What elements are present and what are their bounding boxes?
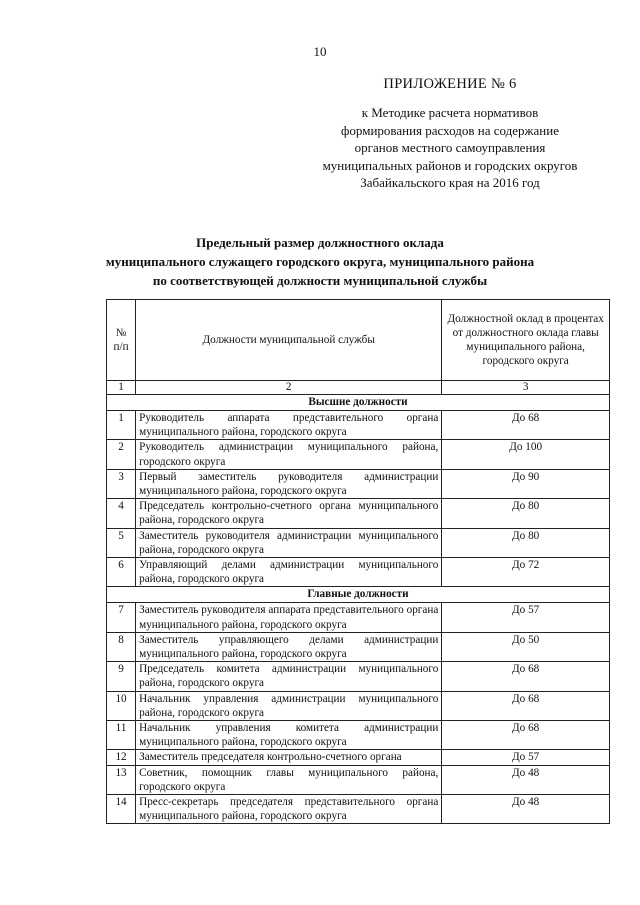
row-number: 11: [107, 721, 136, 750]
position-name: Председатель комитета администрации муниципального района, городского округа: [136, 662, 442, 691]
table-row: [107, 691, 610, 720]
appendix-line: к Методике расчета нормативов: [361, 105, 539, 120]
position-name: Пресс-секретарь председателя представительного органа муниципального района, городского округа: [136, 795, 442, 824]
position-name: Руководитель администрации муниципального района, городского округа: [136, 440, 442, 469]
row-number: 8: [107, 632, 136, 661]
table-header-row: [107, 300, 610, 381]
salary-value: До 48: [442, 765, 610, 794]
appendix-line: органов местного самоуправления: [354, 140, 546, 155]
section-title: Главные должности: [107, 587, 610, 603]
appendix-subtitle: [300, 104, 600, 192]
row-number: 7: [107, 603, 136, 632]
index-cell: 2: [136, 381, 442, 395]
table-row: [107, 750, 610, 765]
table-row: [107, 528, 610, 557]
index-cell: 1: [107, 381, 136, 395]
position-name: Советник, помощник главы муниципального района, городского округа: [136, 765, 442, 794]
position-name: Заместитель руководителя аппарата представительного органа муниципального района, городского округа: [136, 603, 442, 632]
row-number: 6: [107, 558, 136, 587]
table-row: [107, 632, 610, 661]
salary-value: До 57: [442, 603, 610, 632]
table-row: [107, 795, 610, 824]
position-name: Управляющий делами администрации муниципального района, городского округа: [136, 558, 442, 587]
salary-value: До 100: [442, 440, 610, 469]
table-row: [107, 662, 610, 691]
table-row: [107, 765, 610, 794]
row-number: 9: [107, 662, 136, 691]
header-num: № п/п: [107, 300, 136, 381]
page-number: 10: [313, 44, 327, 59]
salary-value: До 68: [442, 662, 610, 691]
table-row: [107, 440, 610, 469]
appendix-line: муниципальных районов и городских округов: [322, 157, 578, 173]
position-name: Начальник управления комитета администрации муниципального района, городского округа: [136, 721, 442, 750]
positions-table: [106, 299, 610, 824]
salary-value: До 68: [442, 721, 610, 750]
document-title-line: муниципального служащего городского округа, муниципального района: [105, 254, 535, 269]
table-row: [107, 411, 610, 440]
position-name: Заместитель руководителя администрации муниципального района, городского округа: [136, 528, 442, 557]
row-number: 5: [107, 528, 136, 557]
section-title: Высшие должности: [107, 395, 610, 411]
salary-value: До 68: [442, 411, 610, 440]
appendix-line: формирования расходов на содержание: [341, 122, 559, 138]
row-number: 14: [107, 795, 136, 824]
row-number: 1: [107, 411, 136, 440]
row-number: 2: [107, 440, 136, 469]
salary-value: До 80: [442, 499, 610, 528]
position-name: Председатель контрольно-счетного органа муниципального района, городского округа: [136, 499, 442, 528]
header-position: Должности муниципальной службы: [136, 300, 442, 381]
salary-value: До 57: [442, 750, 610, 765]
table-row: [107, 721, 610, 750]
salary-value: До 90: [442, 469, 610, 498]
position-name: Первый заместитель руководителя администрации муниципального района, городского округа: [136, 469, 442, 498]
table-index-row: [107, 381, 610, 395]
appendix-title: ПРИЛОЖЕНИЕ № 6: [383, 76, 517, 92]
salary-value: До 48: [442, 795, 610, 824]
table-row: [107, 603, 610, 632]
document-title: [80, 233, 560, 290]
index-cell: 3: [442, 381, 610, 395]
section-row: [107, 395, 610, 411]
position-name: Заместитель председателя контрольно-счетного органа: [136, 750, 442, 765]
salary-value: До 80: [442, 528, 610, 557]
table-row: [107, 499, 610, 528]
table-row: [107, 558, 610, 587]
appendix-line: Забайкальского края на 2016 год: [360, 175, 540, 190]
row-number: 13: [107, 765, 136, 794]
position-name: Руководитель аппарата представительного органа муниципального района, городского округа: [136, 411, 442, 440]
document-title-line: по соответствующей должности муниципальной службы: [152, 273, 488, 288]
salary-value: До 68: [442, 691, 610, 720]
row-number: 12: [107, 750, 136, 765]
position-name: Заместитель управляющего делами администрации муниципального района, городского округа: [136, 632, 442, 661]
salary-value: До 72: [442, 558, 610, 587]
table-row: [107, 469, 610, 498]
document-title-line: Предельный размер должностного оклада: [196, 235, 444, 250]
row-number: 4: [107, 499, 136, 528]
row-number: 3: [107, 469, 136, 498]
position-name: Начальник управления администрации муниципального района, городского округа: [136, 691, 442, 720]
header-salary: Должностной оклад в процентах от должностного оклада главы муниципального района, городского округа: [442, 300, 610, 381]
section-row: [107, 587, 610, 603]
row-number: 10: [107, 691, 136, 720]
salary-value: До 50: [442, 632, 610, 661]
